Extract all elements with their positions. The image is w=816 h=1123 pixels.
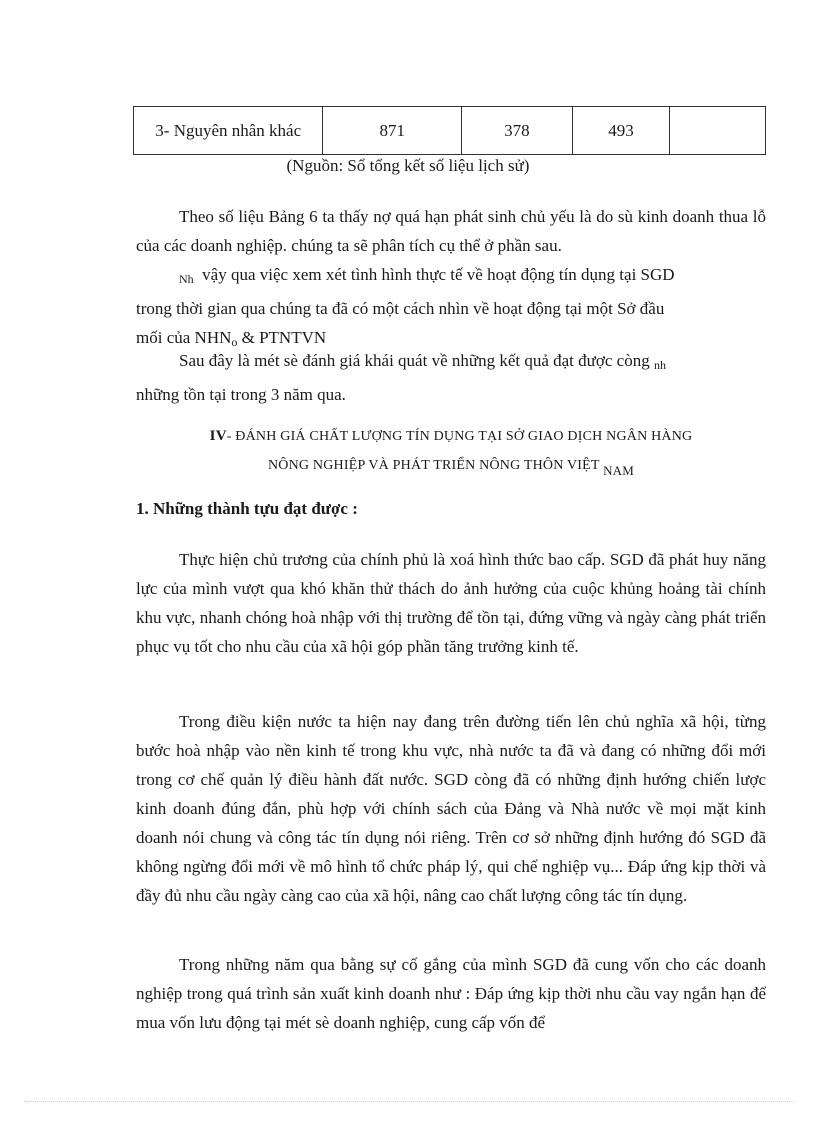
paragraph-3 <box>136 346 766 409</box>
paragraph-2 <box>136 260 766 357</box>
table-cell-value: 378 <box>462 107 573 155</box>
paragraph-2-text: vậy qua việc xem xét tình hình thực tế về hoạt động tín dụng tại SGD <box>202 265 675 284</box>
paragraph-3-tail: nh <box>653 358 666 372</box>
paragraph-2-line-1 <box>136 260 766 294</box>
paragraph-2-lead: Nh <box>179 272 194 286</box>
paragraph-2-line-3-b: & PTNTVN <box>237 328 327 347</box>
table-source-note: (Nguồn: Sổ tổng kết số liệu lịch sử) <box>286 156 530 175</box>
section-heading-text: - ĐÁNH GIÁ CHẤT LƯỢNG TÍN DỤNG TẠI SỞ GIAO DỊCH NGÂN HÀNG <box>226 429 693 444</box>
table-cell-value: 493 <box>572 107 670 155</box>
section-heading-text-2: NÔNG NGHIỆP VÀ PHÁT TRIỂN NÔNG THÔN VIỆT <box>267 458 600 473</box>
table-cell-value: 871 <box>323 107 462 155</box>
paragraph-3-text: Sau đây là mét sè đánh giá khái quát về những kết quả đạt được còng <box>179 351 650 370</box>
paragraph-1: Theo số liệu Bảng 6 ta thấy nợ quá hạn phát sinh chủ yếu là do sù kinh doanh thua lỗ của các doanh nghiệp. chúng ta sẽ phân tích cụ thể ở phần sau. <box>136 207 766 255</box>
data-table <box>133 106 766 155</box>
paragraph-3-line-1 <box>136 346 766 380</box>
table-row <box>134 107 766 155</box>
paragraph-2-line-2: trong thời gian qua chúng ta đã có một cách nhìn về hoạt động tại một Sở đầu <box>136 299 665 318</box>
subsection-title: 1. Những thành tựu đạt được : <box>136 499 358 518</box>
paragraph-2-subscript: o <box>231 335 238 349</box>
section-heading-line-1 <box>136 422 766 451</box>
section-heading-number: IV <box>209 428 227 444</box>
paragraph-6: Trong những năm qua bằng sự cố gắng của mình SGD đã cung vốn cho các doanh nghiệp trong quá trình sản xuất kinh doanh như : Đáp ứng kịp thời nhu cầu vay ngắn hạn để mua vốn lưu động tại mét sè doanh nghiệp, cung cấp vốn để <box>136 955 766 1032</box>
section-heading <box>136 422 766 485</box>
section-heading-line-2 <box>136 451 766 485</box>
section-heading-tail: NAM <box>603 463 635 478</box>
table-cell-value <box>670 107 766 155</box>
page-bottom-divider <box>24 1101 794 1102</box>
table-cell-label: 3- Nguyên nhân khác <box>134 107 323 155</box>
paragraph-5: Trong điều kiện nước ta hiện nay đang trên đường tiến lên chủ nghĩa xã hội, từng bước hoà nhập vào nền kinh tế trong khu vực, nhà nước ta đã và đang có những đổi mới trong cơ chế quản lý điều hành đất nước. SGD còng đã có những định hướng chiến lược kinh doanh đúng đắn, phù hợp với chính sách của Đảng và Nhà nước về mọi mặt kinh doanh nói chung và công tác tín dụng nói riêng. Trên cơ sở những định hướng đó SGD đã không ngừng đổi mới về mô hình tổ chức pháp lý, qui chế nghiệp vụ... Đáp ứng kịp thời và đầy đủ nhu cầu ngày càng cao của xã hội, nâng cao chất lượng công tác tín dụng. <box>136 712 766 905</box>
paragraph-4: Thực hiện chủ trương của chính phủ là xoá hình thức bao cấp. SGD đã phát huy năng lực của mình vượt qua khó khăn thử thách do ảnh hưởng của cuộc khủng hoảng tài chính khu vực, nhanh chóng hoà nhập với thị trường để tồn tại, đứng vững và ngày càng phát triển phục vụ tốt cho nhu cầu của xã hội góp phần tăng trưởng kinh tế. <box>136 550 766 656</box>
paragraph-3-line-2: những tồn tại trong 3 năm qua. <box>136 385 346 404</box>
paragraph-2-line-3-a: mối của NHN <box>136 328 232 347</box>
